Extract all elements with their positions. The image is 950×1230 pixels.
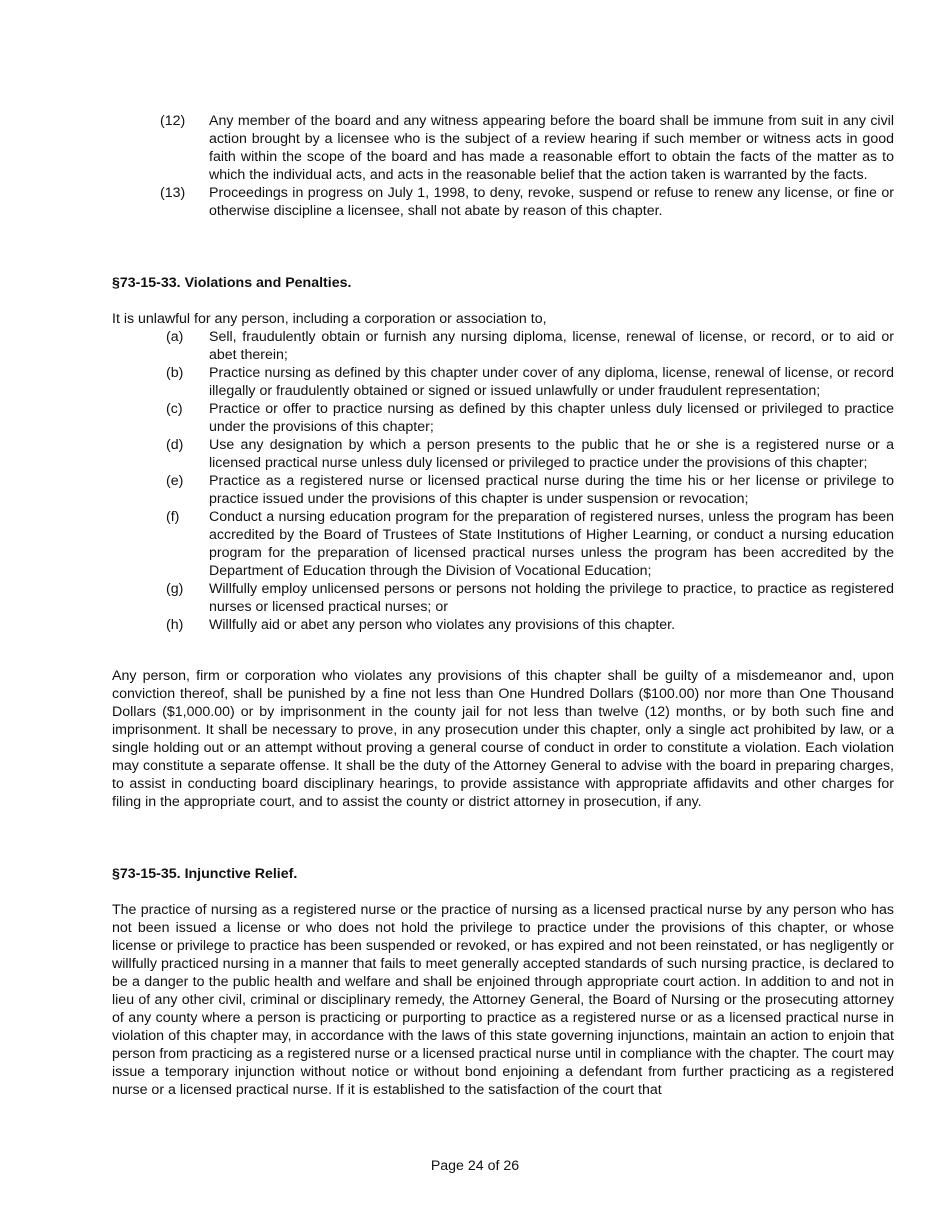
item-label: (d) <box>166 437 184 453</box>
item-text: Conduct a nursing education program for the preparation of registered nurses, unless the program has been accredited by the Board of Trustees of State Institutions of Higher Learning, or conduct a nursing education program for the preparation of licensed practical nurses unless the program has been accredited by the Department of Education through the Division of Vocational Education; <box>209 509 894 579</box>
violation-item-b <box>166 364 894 400</box>
violation-item-g <box>166 580 894 616</box>
item-text: Practice or offer to practice nursing as defined by this chapter unless duly licensed or privileged to practice under the provisions of this chapter; <box>209 401 894 435</box>
violation-item-f <box>166 508 894 580</box>
item-text: Practice as a registered nurse or licensed practical nurse during the time his or her license or privilege to practice issued under the provisions of this chapter is under suspension or revocation; <box>209 473 894 507</box>
injunctive-paragraph: The practice of nursing as a registered nurse or the practice of nursing as a licensed practical nurse by any person who has not been issued a license or who does not hold the privilege to practice under the provisions of this chapter, or whose license or privilege to practice has been suspended or revoked, or has expired and not been reinstated, or has negligently or willfully practiced nursing in a manner that fails to meet generally accepted standards of such nursing practice, is declared to be a danger to the public health and welfare and shall be enjoined through appropriate court action. In addition to and not in lieu of any other civil, criminal or disciplinary remedy, the Attorney General, the Board of Nursing or the prosecuting attorney of any county where a person is practicing or purporting to practice as a registered nurse or as a licensed practical nurse in violation of this chapter may, in accordance with the laws of this state governing injunctions, maintain an action to enjoin that person from practicing as a registered nurse or a licensed practical nurse until in compliance with the chapter. The court may issue a temporary injunction without notice or without bond enjoining a defendant from further practicing as a registered nurse or a licensed practical nurse. If it is established to the satisfaction of the court that <box>112 902 894 1098</box>
section-heading-violations: §73-15-33. Violations and Penalties. <box>112 275 352 291</box>
section-heading-injunctive: §73-15-35. Injunctive Relief. <box>112 866 298 882</box>
violation-item-d <box>166 436 894 472</box>
item-label: (a) <box>166 329 184 345</box>
item-label: (g) <box>166 581 184 597</box>
violation-item-c <box>166 400 894 436</box>
violation-item-e <box>166 472 894 508</box>
item-text: Sell, fraudulently obtain or furnish any nursing diploma, license, renewal of license, or record, or to aid or abet therein; <box>209 329 894 363</box>
item-label: (h) <box>166 617 184 633</box>
penalty-paragraph: Any person, firm or corporation who violates any provisions of this chapter shall be guilty of a misdemeanor and, upon conviction thereof, shall be punished by a fine not less than One Hundred Dollars ($100.00) nor more than One Thousand Dollars ($1,000.00) or by imprisonment in the county jail for not less than twelve (12) months, or by both such fine and imprisonment. It shall be necessary to prove, in any prosecution under this chapter, only a single act prohibited by law, or a single holding out or an attempt without proving a general course of conduct in order to constitute a violation. Each violation may constitute a separate offense. It shall be the duty of the Attorney General to advise with the board in preparing charges, to assist in conducting board disciplinary hearings, to provide assistance with appropriate affidavits and other charges for filing in the appropriate court, and to assist the county or district attorney in prosecution, if any. <box>112 668 894 810</box>
violations-list <box>166 328 894 634</box>
page-number: Page 24 of 26 <box>430 1158 520 1174</box>
numbered-list <box>160 112 894 220</box>
item-label: (e) <box>166 473 184 489</box>
item-text: Use any designation by which a person presents to the public that he or she is a registered nurse or a licensed practical nurse unless duly licensed or privileged to practice under the provisions of this chapter; <box>209 437 894 471</box>
item-text: Willfully aid or abet any person who violates any provisions of this chapter. <box>209 617 676 633</box>
numbered-item-13 <box>160 184 894 220</box>
item-text: Willfully employ unlicensed persons or persons not holding the privilege to practice, to practice as registered nurses or licensed practical nurses; or <box>209 581 894 615</box>
item-label: (13) <box>160 185 186 201</box>
item-label: (f) <box>166 509 180 525</box>
item-text: Proceedings in progress on July 1, 1998, to deny, revoke, suspend or refuse to renew any license, or fine or otherwise discipline a licensee, shall not abate by reason of this chapter. <box>209 185 894 219</box>
numbered-item-12 <box>160 112 894 184</box>
item-label: (12) <box>160 113 186 129</box>
item-label: (b) <box>166 365 184 381</box>
section-intro: It is unlawful for any person, including a corporation or association to, <box>112 311 547 327</box>
violation-item-h <box>166 616 894 634</box>
item-label: (c) <box>166 401 183 417</box>
violation-item-a <box>166 328 894 364</box>
item-text: Practice nursing as defined by this chapter under cover of any diploma, license, renewal of license, or record illegally or fraudulently obtained or signed or issued unlawfully or under fraudulent representation; <box>209 365 894 399</box>
item-text: Any member of the board and any witness appearing before the board shall be immune from suit in any civil action brought by a licensee who is the subject of a review hearing if such member or witness acts in good faith within the scope of the board and has made a reasonable effort to obtain the facts of the matter as to which the individual acts, and acts in the reasonable belief that the action taken is warranted by the facts. <box>209 113 894 183</box>
